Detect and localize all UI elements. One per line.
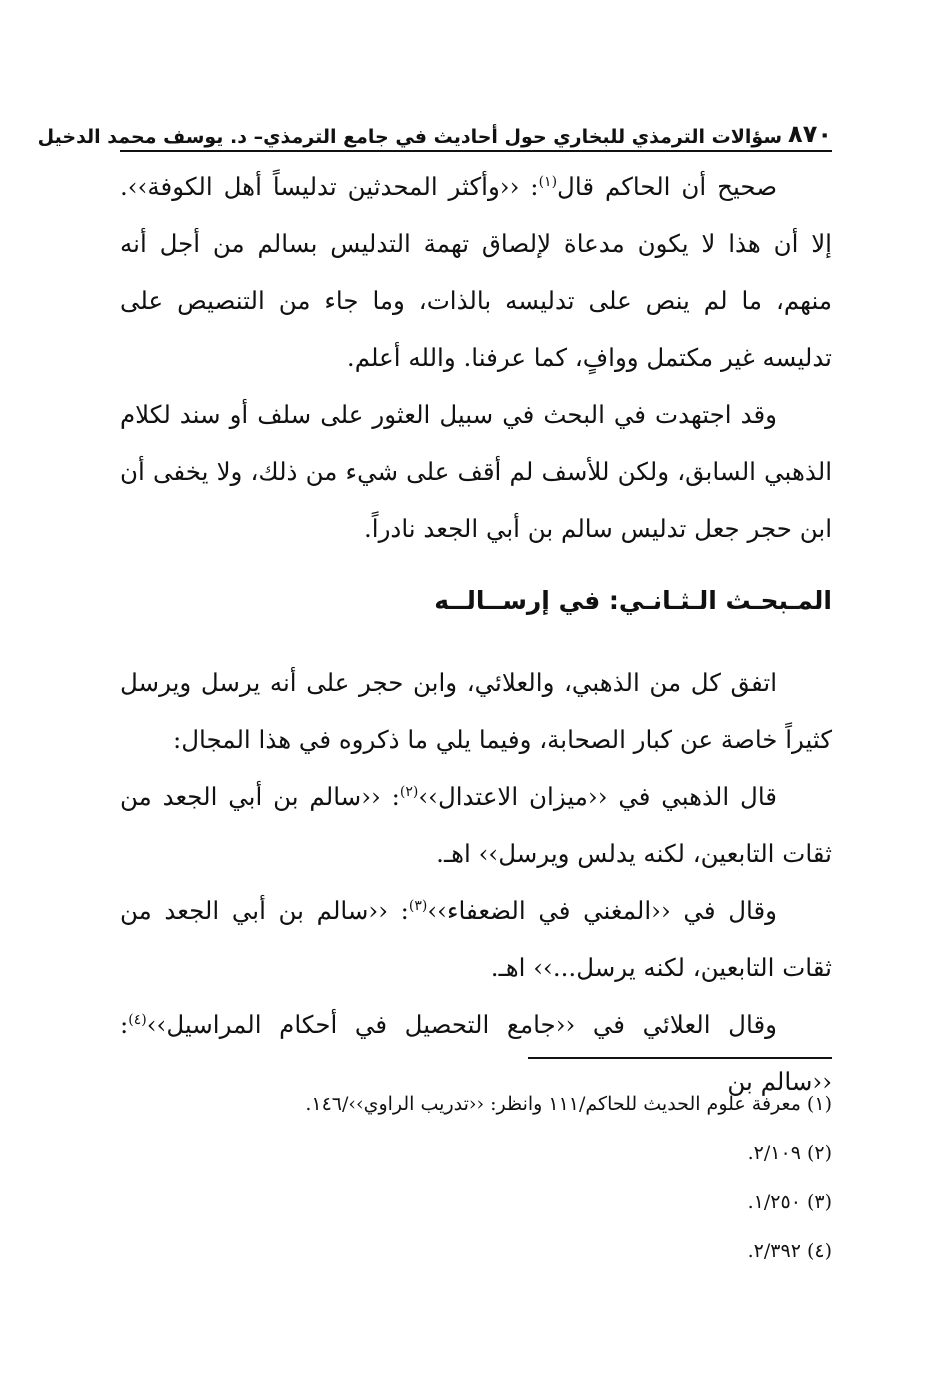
paragraph-text: قال الذهبي في ‹‹ميزان الاعتدال››: [418, 782, 777, 811]
paragraph: اتفق كل من الذهبي، والعلائي، وابن حجر على أنه يرسل ويرسل كثيراً خاصة عن كبار الصحابة، وفيما يلي ما ذكروه في هذا المجال:: [120, 668, 832, 754]
footnote-item: (٣) ١/٢٥٠.: [747, 1191, 832, 1213]
paragraph: وقد اجتهدت في البحث في سبيل العثور على سلف أو سند لكلام الذهبي السابق، ولكن للأسف لم أقف على شيء من ذلك، ولا يخفى أن ابن حجر جعل تدليس سالم بن أبي الجعد نادراً.: [120, 400, 832, 543]
footnote-ref[interactable]: (٢): [399, 783, 419, 800]
running-header: [37, 112, 832, 148]
paragraph: [120, 158, 832, 386]
body-text-top: [120, 158, 832, 557]
footnote-item: (٤) ٢/٣٩٢.: [747, 1240, 832, 1262]
paragraph: [120, 768, 832, 882]
paragraph-text: وقال العلائي في ‹‹جامع التحصيل في أحكام المراسيل››: [146, 1010, 777, 1039]
header-title: سؤالات الترمذي للبخاري حول أحاديث في جامع الترمذي– د. يوسف محمد الدخيل: [37, 126, 783, 148]
footnotes: [120, 1080, 832, 1276]
paragraph-text: وقال في ‹‹المغني في الضعفاء››: [427, 896, 778, 925]
footnote-ref[interactable]: (٤): [128, 1011, 147, 1028]
section-heading: المـبحـث الـثـانـي: في إرســالــه: [434, 586, 832, 615]
footnote-separator: [528, 1057, 832, 1059]
paragraph-text: : ‹‹سالم بن أبي الجعد من ثقات التابعين، لكنه يدلس ويرسل›› اهـ.: [120, 782, 832, 868]
paragraph-text: : ‹‹وأكثر المحدثين تدليساً أهل الكوفة››. إلا أن هذا لا يكون مدعاة لإلصاق تهمة التدليس بسالم من أجل أنه منهم، ما لم ينص على تدليسه بالذات، وما جاء من التنصيص على تدليسه غير مكتمل ووافٍ، كما عرفنا. والله أعلم.: [120, 172, 832, 372]
page-number: ٨٧٠: [788, 120, 832, 148]
paragraph-text: صحيح أن الحاكم قال: [557, 172, 777, 201]
paragraph-text: : ‹‹سالم بن أبي الجعد من ثقات التابعين، لكنه يرسل...›› اهـ.: [120, 896, 832, 982]
paragraph: [120, 882, 832, 996]
header-rule: [120, 150, 832, 152]
footnote-ref[interactable]: (١): [538, 173, 558, 190]
footnote-item: (٢) ٢/١٠٩.: [747, 1142, 832, 1164]
footnote-item: (١) معرفة علوم الحديث للحاكم/١١١ وانظر: ‹‹تدريب الراوي››/١٤٦.: [305, 1093, 832, 1115]
body-text-bottom: [120, 654, 832, 1110]
footnote-ref[interactable]: (٣): [408, 897, 428, 914]
paragraph-text: : ‹‹سالم بن: [120, 1010, 832, 1096]
